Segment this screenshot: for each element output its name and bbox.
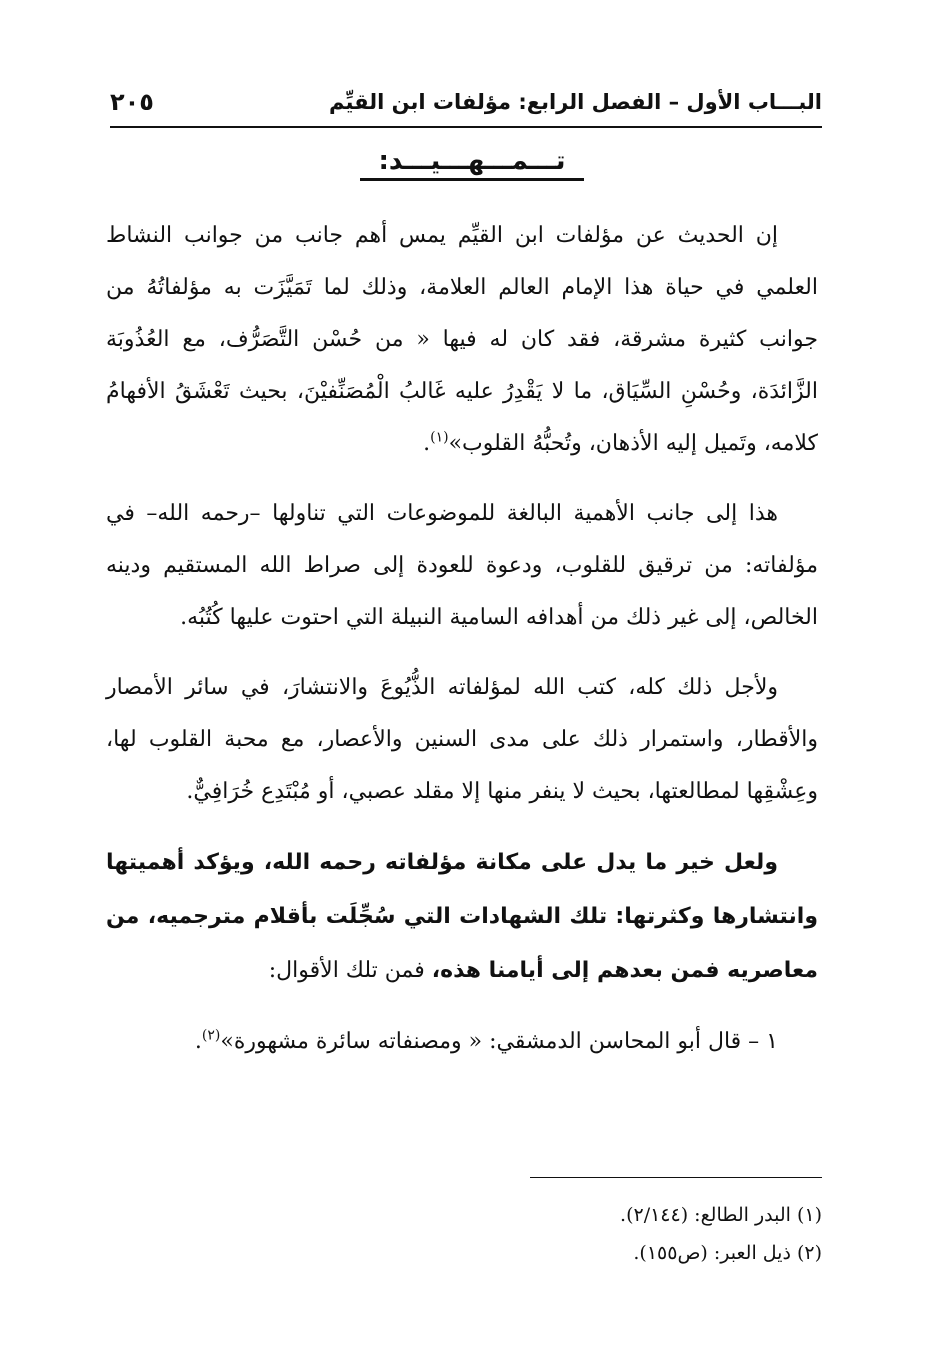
paragraph-2: هذا إلى جانب الأهمية البالغة للموضوعات التي تناولها –رحمه الله– في مؤلفاته: من ترقيق للقلوب، ودعوة للعودة إلى صراط الله المستقيم ودينه الخالص، إلى غير ذلك من أهدافه السامية النبيلة التي احتوت عليها كُتُبُه. (106, 501, 818, 630)
paragraph-5 (106, 1016, 818, 1068)
body-text (106, 210, 818, 1086)
paragraph-1 (106, 210, 818, 470)
paragraph-4-bold-text: ولعل خير ما يدل على مكانة مؤلفاته رحمه الله، ويؤكد أهميتها وانتشارها وكثرتها: تلك الشهادات التي سُجِّلَت بأقلام مترجميه، من معاصريه فمن بعدهم إلى أيامنا هذه، (106, 850, 818, 983)
running-header (110, 84, 822, 128)
page-number: ٢٠٥ (110, 88, 154, 116)
paragraph-1-tail: . (423, 431, 431, 456)
footnote-separator (530, 1177, 822, 1178)
paragraph-5-text: ١ – قال أبو المحاسن الدمشقي: « ومصنفاته سائرة مشهورة» (220, 1029, 778, 1054)
running-header-title: البـــاب الأول – الفصل الرابع: مؤلفات ابن القيِّم (329, 90, 822, 114)
section-heading (0, 146, 944, 181)
paragraph-4 (106, 836, 818, 998)
paragraph-5-tail: . (194, 1029, 202, 1054)
footnote-2: (٢) ذيل العبر: (ص١٥٥). (633, 1242, 822, 1264)
footnote-ref-2: (٢) (201, 1027, 221, 1044)
footnote-1: (١) البدر الطالع: (٢/١٤٤). (620, 1204, 822, 1226)
paragraph-3: ولأجل ذلك كله، كتب الله لمؤلفاته الذُّيُوعَ والانتشارَ، في سائر الأمصار والأقطار، واستمرار ذلك على مدى السنين والأعصار، مع محبة القلوب لها، وعِشْقِها لمطالعتها، بحيث لا ينفر منها إلا مقلد عصبي، أو مُبْتَدِع خُرَافِيٌّ. (106, 675, 818, 804)
paragraph-1-text: إن الحديث عن مؤلفات ابن القيِّم يمس أهم جانب من جوانب النشاط العلمي في حياة هذا الإمام العالم العلامة، وذلك لما تَمَيَّزَت به مؤلفاتُهُ من جوانب كثيرة مشرقة، فقد كان له فيها « من حُسْن التَّصَرُّف، مع العُذُوبَة الزَّائدَة، وحُسْنِ السِّيَاق، ما لا يَقْدِرُ عليه غَالبُ الْمُصَنِّفيْنَ، بحيث تَعْشَقُ الأفهامُ كلامه، وتَميل إليه الأذهان، وتُحبُّهُ القلوب» (106, 223, 818, 456)
footnotes (222, 1196, 822, 1272)
footnote-ref-1: (١) (430, 429, 449, 446)
paragraph-4-plain-text: فمن تلك الأقوال: (268, 958, 432, 983)
section-heading-text: تـــمـــهـــيـــد: (360, 146, 583, 181)
